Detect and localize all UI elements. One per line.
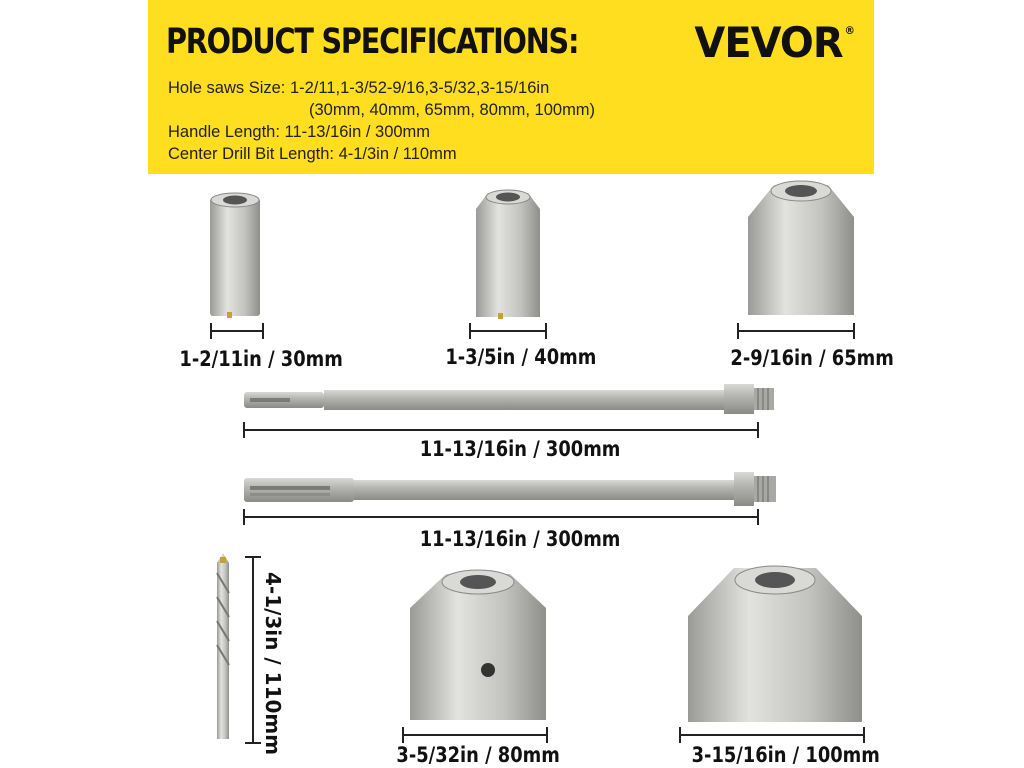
spec-drill-bit-length: Center Drill Bit Length: 4-1/3in / 110mm [168,145,457,163]
dim-line-80mm [402,734,548,736]
hole-saw-40mm-image [468,187,548,325]
dim-line-sds-plus [243,429,759,431]
spec-list [168,77,595,165]
brand-logo [694,18,854,67]
hole-saw-65mm-image [744,177,858,325]
spec-title: PRODUCT SPECIFICATIONS: [166,22,579,62]
dim-line-drill-bit [252,556,254,744]
dim-line-100mm [679,734,865,736]
hole-saw-80mm-image [406,560,550,730]
hole-saw-30mm-image [205,192,265,324]
dim-line-30mm [210,330,264,332]
label-30mm: 1-2/11in / 30mm [179,347,343,371]
center-drill-bit-image [209,553,237,745]
label-65mm: 2-9/16in / 65mm [730,346,894,370]
spec-handle-length: Handle Length: 11-13/16in / 300mm [168,123,431,141]
label-80mm: 3-5/32in / 80mm [396,743,560,767]
spec-hole-saw-metric: (30mm, 40mm, 65mm, 80mm, 100mm) [309,101,596,119]
label-100mm: 3-15/16in / 100mm [691,743,880,767]
dim-line-sds-max [243,516,759,518]
brand-name: VEVOR [694,18,843,67]
label-sds-plus-rod: 11-13/16in / 300mm [419,437,621,461]
registered-mark: ® [844,24,854,37]
hole-saw-100mm-image [684,556,866,730]
sds-plus-rod-image [240,378,774,418]
dim-line-40mm [469,330,547,332]
label-40mm: 1-3/5in / 40mm [445,345,597,369]
spec-hole-saw-sizes: Hole saws Size: 1-2/11,1-3/52-9/16,3-5/32,3-15/16in [168,79,550,97]
spec-banner [148,0,874,174]
label-sds-max-rod: 11-13/16in / 300mm [419,527,621,551]
sds-max-rod-image [240,468,774,510]
label-drill-bit: 4-1/3in / 110mm [261,572,285,756]
dim-line-65mm [737,330,855,332]
